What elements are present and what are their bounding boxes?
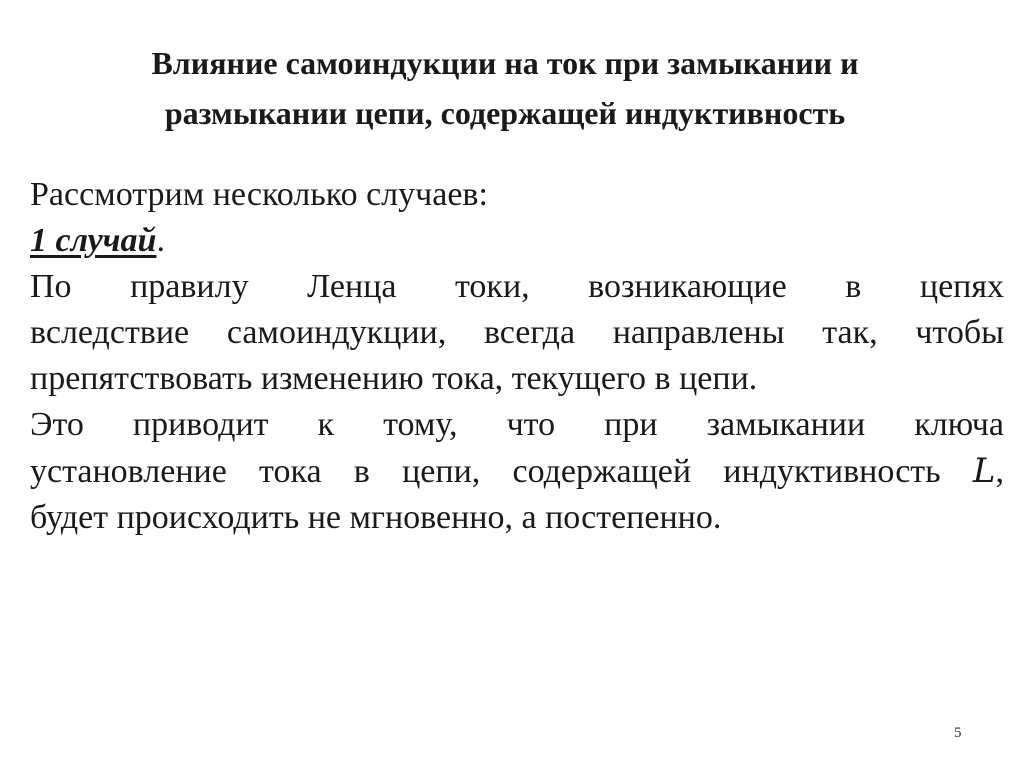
case-period: . — [156, 222, 165, 259]
intro-text: Рассмотрим несколько случаев: — [30, 176, 488, 213]
para2-line-2-end: , — [995, 453, 1004, 490]
para1-line-1: По правилу Ленца токи, возникающие в цепях — [30, 268, 1004, 305]
para2-line-1: Это приводит к тому, что при замыкании ключа — [30, 406, 1004, 443]
para2-line-3: будет происходить не мгновенно, а постепенно. — [30, 499, 722, 536]
paragraph-consequence — [30, 402, 1004, 541]
case-label: 1 случай — [30, 222, 157, 259]
page-number: 5 — [954, 725, 962, 741]
case-heading — [30, 218, 1004, 264]
para1-line-2: вследствие самоиндукции, всегда направлены так, чтобы — [30, 314, 1004, 351]
title-line-1: Влияние самоиндукции на ток при замыкании и — [151, 45, 859, 81]
para2-line-2-text: установление тока в цепи, содержащей индуктивность — [30, 453, 973, 490]
para1-line-3: препятствовать изменению тока, текущего в цепи. — [30, 360, 758, 397]
paragraph-lenz-rule — [30, 264, 1004, 402]
inductance-symbol: L — [972, 451, 996, 491]
para2-line-2 — [30, 448, 1004, 495]
slide-title — [40, 38, 970, 138]
slide-body — [30, 172, 1004, 541]
title-line-2: размыкании цепи, содержащей индуктивность — [164, 95, 846, 131]
